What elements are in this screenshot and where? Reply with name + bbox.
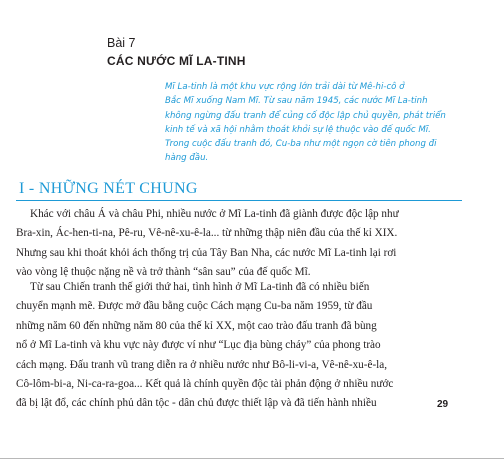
paragraph-line: cách mạng. Đấu tranh vũ trang diễn ra ở nhiều nước như Bô-li-vi-a, Vê-nê-xu-ê-la, — [16, 358, 388, 371]
page-bottom-edge — [0, 458, 504, 459]
paragraph-line: Khác với châu Á và châu Phi, nhiều nước ở Mĩ La-tinh đã giành được độc lập như — [30, 208, 399, 220]
section-divider — [16, 200, 462, 201]
section-heading: I - NHỮNG NÉT CHUNG — [19, 180, 198, 197]
lesson-number: Bài 7 — [107, 36, 136, 50]
paragraph-1 — [16, 205, 460, 283]
paragraph-2 — [16, 278, 460, 414]
paragraph-line: Cô-lôm-bi-a, Ni-ca-ra-goa... Kết quả là chính quyền độc tài phản động ở nhiều nước — [16, 378, 394, 391]
paragraph-line: đã bị lật đổ, các chính phủ dân tộc - dân chủ được thiết lập và đã tiến hành nhiều — [16, 397, 377, 410]
intro-line: kinh tế và xã hội nhằm thoát khỏi sự lệ thuộc vào đế quốc Mĩ. — [165, 124, 431, 135]
paragraph-line: nổ ở Mĩ La-tinh và khu vực này được ví như “Lục địa bùng cháy” của phong trào — [16, 339, 381, 352]
paragraph-line: Bra-xin, Ác-hen-ti-na, Pê-ru, Vê-nê-xu-ê-la... từ những thập niên đầu của thế kỉ XIX. — [16, 227, 398, 240]
intro-line: hàng đầu. — [165, 153, 209, 164]
paragraph-line: vào vòng lệ thuộc nặng nề và trở thành “sân sau” của đế quốc Mĩ. — [16, 266, 311, 279]
intro-line: Bắc Mĩ xuống Nam Mĩ. Từ sau năm 1945, các nước Mĩ La-tinh — [165, 96, 428, 107]
paragraph-line: Nhưng sau khi thoát khỏi ách thống trị của Tây Ban Nha, các nước Mĩ La-tinh lại rơi — [16, 246, 397, 259]
lesson-title: CÁC NƯỚC MĨ LA-TINH — [107, 54, 246, 68]
paragraph-line: chuyển mạnh mẽ. Được mở đầu bằng cuộc Cách mạng Cu-ba năm 1959, từ đầu — [16, 300, 373, 313]
intro-line: Trong cuộc đấu tranh đó, Cu-ba như một ngọn cờ tiên phong đi — [165, 139, 437, 150]
intro-line: Mĩ La-tinh là một khu vực rộng lớn trải dài từ Mê-hi-cô ở — [165, 82, 405, 92]
intro-line: không ngừng đấu tranh để củng cố độc lập chủ quyền, phát triển — [165, 110, 446, 121]
paragraph-line: những năm 60 đến những năm 80 của thế kỉ XX, một cao trào đấu tranh đã bùng — [16, 319, 377, 332]
paragraph-line: Từ sau Chiến tranh thế giới thứ hai, tình hình ở Mĩ La-tinh đã có nhiều biến — [30, 281, 370, 293]
lesson-intro — [165, 80, 455, 166]
page-number: 29 — [437, 399, 449, 410]
